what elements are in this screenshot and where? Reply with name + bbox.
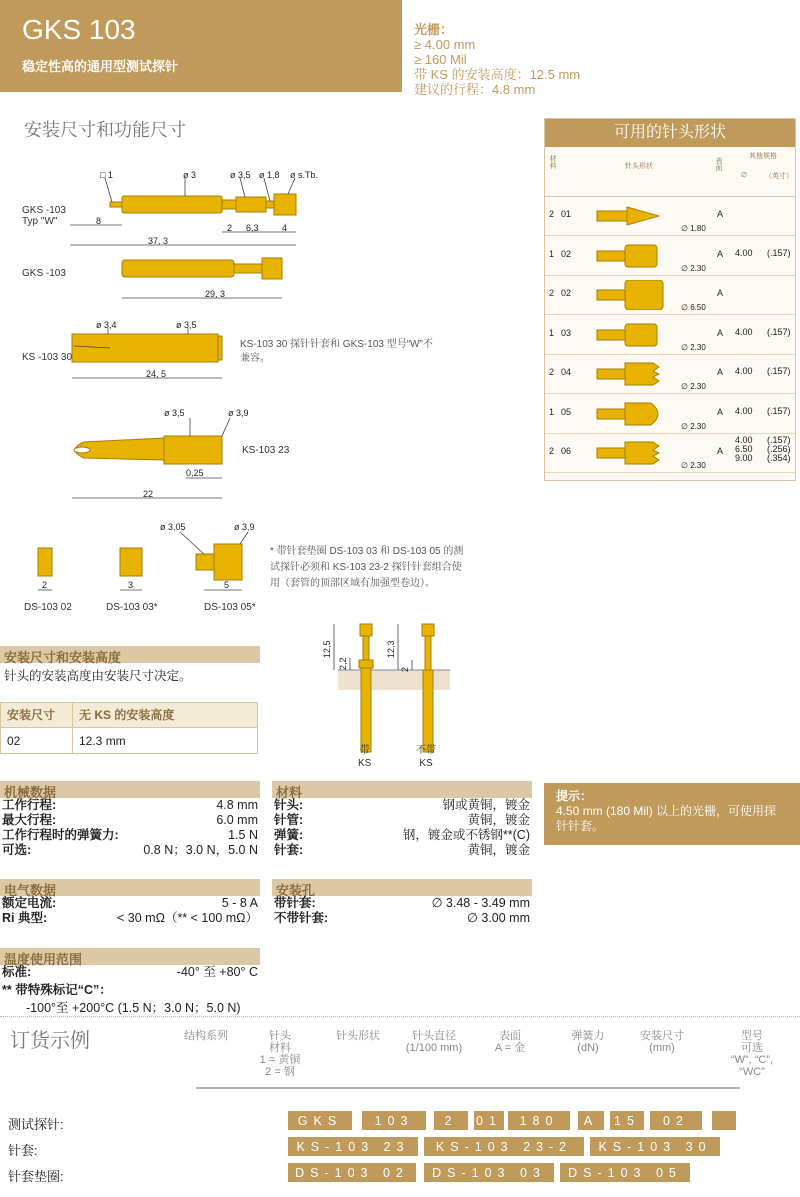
td-size: 02: [1, 728, 73, 753]
page-title: GKS 103: [22, 14, 136, 45]
ks10330-label: KS -103 30: [22, 352, 73, 363]
mech-key: 最大行程:: [2, 813, 57, 827]
dim-l2: 2: [227, 223, 233, 233]
mech-row: [2, 843, 258, 858]
tip-code: 06: [561, 446, 572, 456]
hole-value: ∅ 3.48 - 3.49 mm: [431, 896, 530, 910]
ds05-dim: 5: [224, 580, 230, 590]
hole-title: 安装孔: [272, 879, 532, 896]
tip-diameter: ∅ 2.30: [681, 421, 706, 431]
hole-key: 不带针套:: [274, 911, 329, 925]
hole-rows: [272, 896, 532, 926]
tip-other-inch: (.157) (.256) (.354): [767, 435, 791, 463]
mech-value: 1.5 N: [228, 828, 258, 842]
material-key: 针头:: [274, 798, 304, 812]
tip-surface: A: [717, 446, 724, 456]
tip-other-diam: 4.00: [735, 366, 753, 376]
table-header: [1, 703, 257, 727]
tip-shape-icon: [595, 399, 685, 429]
fig-h123: 12,3: [386, 640, 396, 658]
order-column-label: 弹簧力 (dN): [571, 1030, 605, 1054]
tip-panel-title: 可用的针头形状: [545, 119, 795, 147]
gks103-label: GKS -103: [22, 268, 66, 279]
tip-shape-icon: [595, 201, 685, 231]
tip-material: 2: [549, 367, 555, 377]
ds03-dim: 3: [128, 580, 134, 590]
spec-install-height: 带 KS 的安装高度：12.5 mm: [414, 67, 581, 82]
dim-dstb: ø s.Tb.: [290, 170, 319, 180]
tip-row: [545, 276, 795, 315]
order-washer-box: DS-103 02: [288, 1163, 416, 1182]
order-probe-box: 02: [650, 1111, 702, 1130]
order-column-label: 表面 A = 金: [494, 1030, 526, 1054]
install-height-table: [0, 702, 258, 754]
material-value: 黄铜，镀金: [467, 813, 530, 827]
temp-section: [0, 948, 260, 1016]
material-row: [274, 798, 530, 813]
dim-d34: ø 3,4: [96, 320, 117, 330]
ds03-label: DS-103 03*: [106, 602, 158, 613]
sleeve-label: 针套:: [8, 1143, 38, 1158]
th-install-size: 安装尺寸: [1, 703, 73, 727]
tip-other-diam: 4.00: [735, 326, 753, 337]
order-column-label: 针头直径 (1/100 mm): [405, 1030, 463, 1054]
elec-rows: [0, 896, 260, 926]
tip-row: [545, 355, 795, 394]
install-height-title: 安装尺寸和安装高度: [0, 646, 260, 663]
table-row: [1, 727, 257, 753]
tip-material: 1: [549, 248, 555, 259]
order-washer-box: DS-103 05: [560, 1163, 690, 1182]
material-key: 针管:: [274, 813, 304, 827]
spec-grid-mm: ≥ 4.00 mm: [414, 37, 476, 52]
order-probe-box: GKS: [288, 1111, 352, 1130]
order-probe-box: 180: [508, 1111, 570, 1130]
tip-other-inch: (.157): [767, 405, 791, 416]
tip-row: [545, 395, 795, 434]
dim-d18: ø 1,8: [259, 170, 280, 180]
tip-row: [545, 434, 795, 473]
ds02-label: DS-103 02: [24, 602, 72, 613]
order-connectors: [0, 1080, 800, 1110]
dim-l8: 8: [96, 216, 102, 226]
tip-other-inch: (.157): [767, 326, 791, 337]
order-column-label: 针头形状: [336, 1030, 380, 1042]
tip-diameter: ∅ 2.30: [681, 461, 706, 470]
hole-section: [272, 879, 532, 926]
tip-material: 2: [549, 209, 555, 219]
gks103w-label: GKS -103 Typ "W": [22, 205, 66, 227]
order-column-label: 安装尺寸 (mm): [640, 1030, 684, 1054]
fig-h2: 2: [400, 666, 410, 672]
dim-d35c: ø 3,5: [164, 408, 185, 418]
dim-d35b: ø 3,5: [176, 320, 197, 330]
tip-shape-icon: [595, 280, 685, 310]
order-sleeve-box: KS-103 23-2: [424, 1137, 584, 1156]
th-height: 无 KS 的安装高度: [79, 708, 175, 722]
install-height-figure: [320, 612, 460, 772]
dim-l245: 24, 5: [146, 369, 167, 379]
mech-value: 4.8 mm: [216, 798, 258, 812]
order-probe-box: [712, 1111, 736, 1130]
temp-title: 温度使用范围: [0, 948, 260, 965]
mech-key: 可选:: [2, 843, 32, 857]
temp-std-value: -40° 至 +80° C: [176, 965, 258, 979]
spec-stroke: 建议的行程：4.8 mm: [414, 82, 536, 97]
washers-drawing: [38, 532, 248, 590]
elec-title: 电气数据: [0, 879, 260, 896]
washer-label: 针套垫圈:: [8, 1169, 64, 1184]
tip-other-diam: 4.00: [735, 247, 753, 258]
order-probe-box: 15: [610, 1111, 644, 1130]
tip-other-inch: (.157): [767, 247, 791, 258]
ks-note: KS-103 30 探针针套和 GKS-103 型号“W”不兼容。: [240, 339, 433, 364]
dim-d305: ø 3,05: [160, 522, 186, 532]
tip-surface: A: [717, 367, 724, 377]
mech-value: 0.8 N；3.0 N，5.0 N: [143, 843, 258, 857]
tip-other-inch: (.157): [767, 366, 791, 376]
elec-key: 额定电流:: [2, 896, 57, 910]
col-material: 材料: [549, 155, 556, 169]
tip-code: 04: [561, 367, 572, 377]
tip-other-diam: 4.00 6.50 9.00: [735, 435, 753, 463]
tip-material: 2: [549, 446, 555, 456]
tip-other-diam: 4.00: [735, 405, 753, 416]
order-probe-box: 103: [362, 1111, 426, 1130]
order-probe-box: A: [578, 1111, 604, 1130]
dim-l293: 29, 3: [205, 289, 226, 299]
tip-diameter: ∅ 2.30: [681, 263, 706, 273]
mech-row: [2, 813, 258, 828]
tip-diameter: ∅ 6.50: [681, 303, 706, 312]
tip-shape-icon: [595, 359, 685, 389]
tip-code: 05: [561, 406, 572, 417]
spec-summary: [414, 22, 580, 97]
tip-surface: A: [717, 288, 724, 298]
order-column-label: 结构系列: [184, 1030, 228, 1042]
ks10323-label: KS-103 23: [242, 445, 290, 456]
temp-std-label: 标准:: [2, 965, 32, 979]
order-sleeve-box: KS-103 30: [590, 1137, 720, 1156]
page-subtitle: 稳定性高的通用型测试探针: [22, 59, 179, 74]
tip-diameter: ∅ 2.30: [681, 382, 706, 391]
tip-material: 1: [549, 327, 555, 338]
tip-surface: A: [717, 406, 724, 417]
dim-sq1: □ 1: [100, 170, 113, 180]
hole-row: [274, 896, 530, 911]
temp-special: ** 带特殊标记“C”：: [2, 983, 112, 997]
mech-key: 工作行程:: [2, 798, 57, 812]
tip-code: 03: [561, 327, 572, 338]
mech-title: 机械数据: [0, 781, 260, 798]
dim-l22: 22: [143, 489, 154, 499]
tip-code: 02: [561, 288, 572, 298]
material-value: 黄铜，镀金: [467, 843, 530, 857]
dim-l373: 37, 3: [148, 236, 169, 246]
dim-l025: 0,25: [186, 468, 204, 478]
mech-rows: [0, 798, 260, 858]
tip-row: [545, 197, 795, 236]
dim-d35a: ø 3,5: [230, 170, 251, 180]
mech-key: 工作行程时的弹簧力:: [2, 828, 119, 842]
fig-with-ks: 带 KS: [358, 745, 372, 769]
material-row: [274, 843, 530, 858]
order-sleeve-box: KS-103 23: [288, 1137, 418, 1156]
hint-text: 4.50 mm (180 Mil) 以上的光栅，可使用探针针套。: [556, 804, 777, 833]
install-dims-title: 安装尺寸和功能尺寸: [24, 120, 186, 140]
col-diam: ∅: [741, 172, 748, 179]
tip-diameter: ∅ 2.30: [681, 342, 706, 352]
tip-shapes-panel: [544, 118, 796, 481]
spec-grid-mil: ≥ 160 Mil: [414, 52, 467, 67]
probe-gks103w-drawing: [70, 178, 296, 245]
tip-surface: A: [717, 248, 724, 259]
mech-row: [2, 798, 258, 813]
order-divider: [0, 1016, 800, 1017]
hole-row: [274, 911, 530, 926]
tip-code: 02: [561, 248, 572, 259]
tip-material: 2: [549, 288, 555, 298]
spec-grid-label: 光栅：: [414, 22, 454, 37]
col-shape: 针头形状: [625, 163, 653, 170]
elec-value: 5 - 8 A: [221, 896, 258, 910]
col-surface: 表面: [715, 157, 722, 171]
tip-shape-icon: [595, 320, 685, 350]
tip-shape-icon: [595, 241, 685, 271]
col-inch: （英寸）: [765, 173, 793, 180]
probe-gks103-drawing: [122, 258, 282, 298]
dim-d39: ø 3,9: [228, 408, 249, 418]
hole-value: ∅ 3.00 mm: [467, 911, 530, 925]
hint-title: 提示：: [556, 789, 593, 803]
order-washer-box: DS-103 03: [424, 1163, 554, 1182]
material-value: 钢，镀金或不锈钢**(C): [402, 828, 530, 842]
tip-row: [545, 237, 795, 276]
order-probe-box: 2: [434, 1111, 468, 1130]
probe-label: 测试探针:: [8, 1117, 64, 1132]
order-title: 订货示例: [10, 1030, 90, 1052]
order-probe-box: 01: [474, 1111, 504, 1130]
ds05-label: DS-103 05*: [204, 602, 256, 613]
material-key: 弹簧:: [274, 828, 304, 842]
ds02-dim: 2: [42, 580, 48, 590]
dim-d39b: ø 3,9: [234, 522, 255, 532]
material-row: [274, 813, 530, 828]
dim-l4: 4: [282, 223, 288, 233]
install-height-desc: 针头的安装高度由安装尺寸决定。: [4, 669, 192, 683]
material-title: 材料: [272, 781, 532, 798]
elec-key: Ri 典型:: [2, 911, 48, 925]
header-bar: [0, 0, 402, 92]
mech-row: [2, 828, 258, 843]
material-key: 针套:: [274, 843, 304, 857]
temp-std: [0, 965, 260, 980]
elec-row: [2, 896, 258, 911]
material-value: 钢或黄铜，镀金: [442, 798, 530, 812]
hint-box: [544, 783, 800, 845]
sleeve-ks10323-drawing: [72, 418, 230, 498]
tip-surface: A: [717, 209, 724, 219]
tip-shape-icon: [595, 438, 685, 468]
tip-row: [545, 316, 795, 355]
fig-h22: 2,2: [338, 657, 348, 670]
material-row: [274, 828, 530, 843]
tip-surface: A: [717, 327, 724, 338]
ds-note: * 带针套垫圈 DS-103 03 和 DS-103 05 的测试探针必须和 KS-103 23-2 探针针套组合使用（套管的顶部区域有加强型卷边）。: [270, 546, 464, 589]
tip-panel-header: [545, 147, 795, 197]
elec-value: < 30 mΩ（** < 100 mΩ）: [117, 911, 258, 925]
dim-l63: 6,3: [246, 223, 259, 233]
material-section: [272, 781, 532, 858]
dim-d3: ø 3: [183, 170, 197, 180]
td-height: 12.3 mm: [79, 734, 126, 748]
temp-special-value: -100°至 +200°C (1.5 N；3.0 N；5.0 N): [26, 1001, 241, 1015]
tip-code: 01: [561, 209, 572, 219]
fig-without-ks: 不带 KS: [416, 745, 436, 769]
order-column-label: 型号 可选 “W”, “C”, “WC”: [730, 1030, 774, 1078]
hole-key: 带针套:: [274, 896, 316, 910]
elec-row: [2, 911, 258, 926]
elec-section: [0, 879, 260, 926]
material-rows: [272, 798, 532, 858]
tip-material: 1: [549, 406, 555, 417]
tip-diameter: ∅ 1.80: [681, 224, 706, 233]
mech-value: 6.0 mm: [216, 813, 258, 827]
fig-h125: 12,5: [322, 640, 332, 658]
col-other: 其他规格: [749, 153, 777, 160]
order-column-label: 针头 材料 1 = 黄铜 2 = 钢: [259, 1030, 301, 1078]
mech-section: [0, 781, 260, 858]
